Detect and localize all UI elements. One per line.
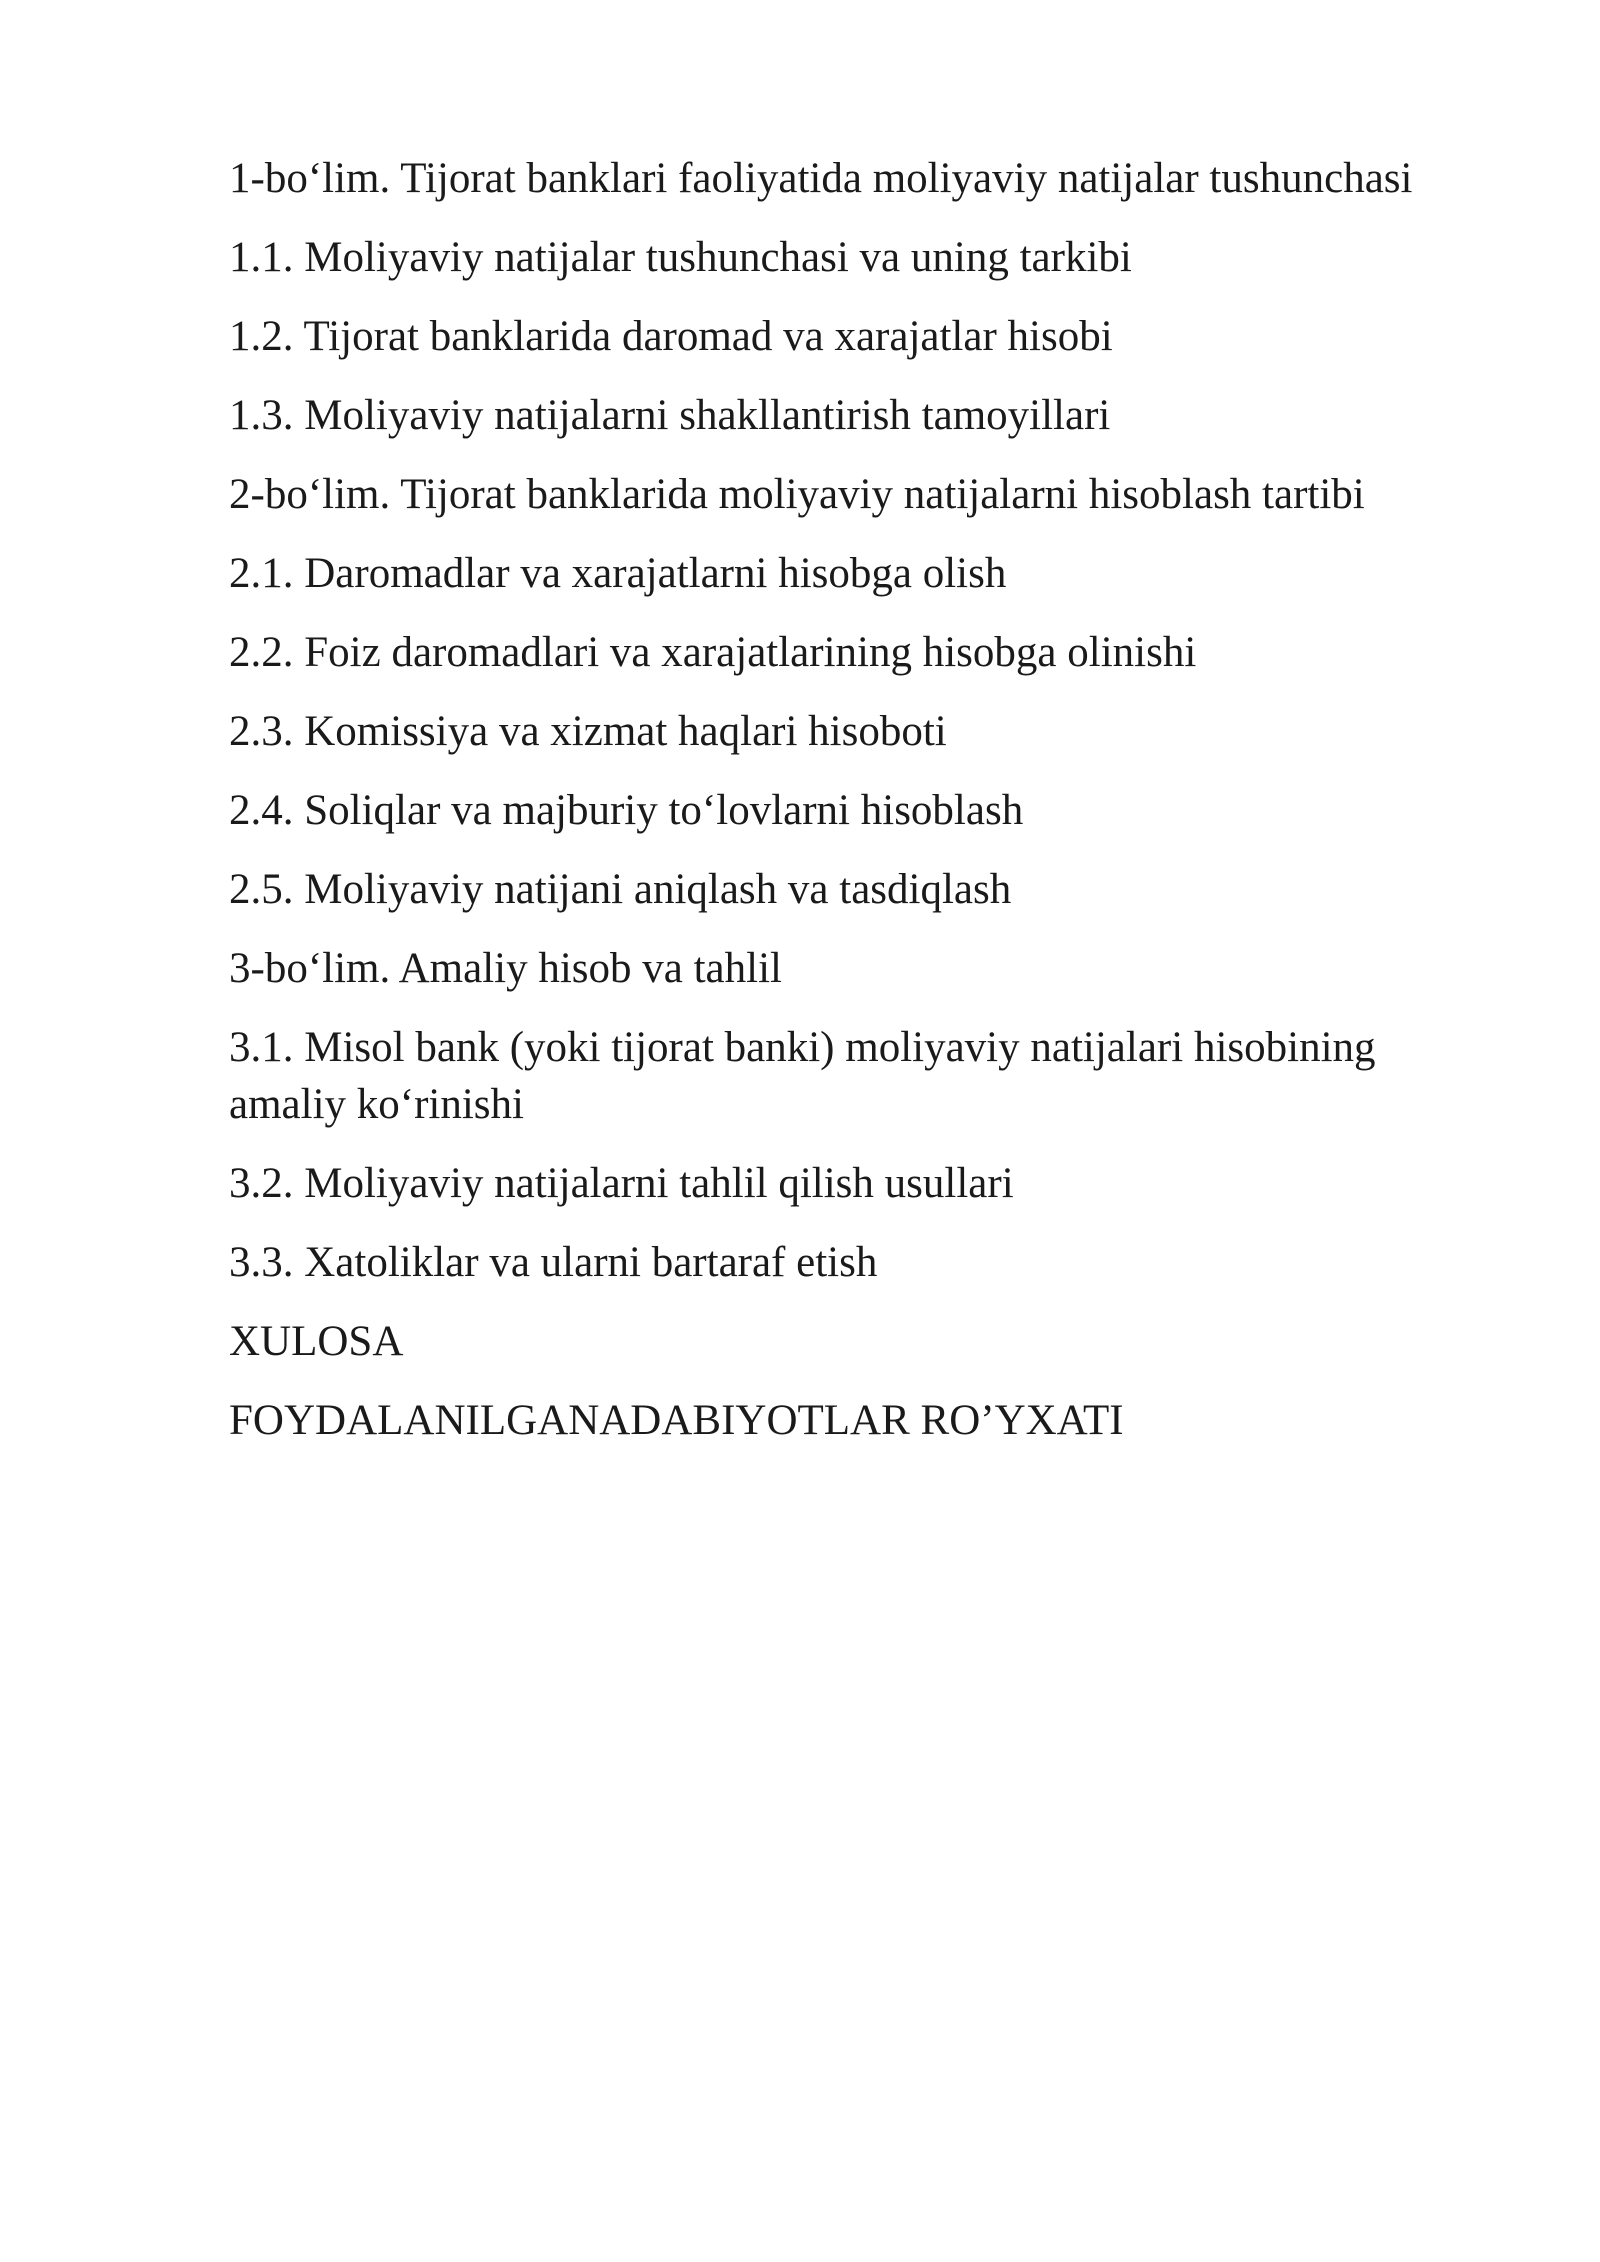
toc-section-2: 2-bo‘lim. Tijorat banklarida moliyaviy natijalarni hisoblash tartibi	[229, 471, 1365, 518]
toc-section-1: 1-bo‘lim. Tijorat banklari faoliyatida moliyaviy natijalar tushunchasi	[229, 155, 1413, 202]
table-of-contents	[229, 150, 1459, 1471]
toc-conclusion: XULOSA	[229, 1318, 404, 1365]
toc-subsection-1-1: 1.1. Moliyaviy natijalar tushunchasi va uning tarkibi	[229, 234, 1132, 281]
toc-subsection-2-4: 2.4. Soliqlar va majburiy to‘lovlarni hisoblash	[229, 787, 1024, 834]
toc-subsection-1-2: 1.2. Tijorat banklarida daromad va xarajatlar hisobi	[229, 313, 1113, 360]
toc-section-3: 3-bo‘lim. Amaliy hisob va tahlil	[229, 945, 782, 992]
toc-subsection-2-5: 2.5. Moliyaviy natijani aniqlash va tasdiqlash	[229, 866, 1012, 913]
toc-subsection-2-3: 2.3. Komissiya va xizmat haqlari hisoboti	[229, 708, 947, 755]
toc-subsection-2-1: 2.1. Daromadlar va xarajatlarni hisobga olish	[229, 550, 1007, 597]
toc-subsection-1-3: 1.3. Moliyaviy natijalarni shakllantirish tamoyillari	[229, 392, 1111, 439]
toc-subsection-3-1: 3.1. Misol bank (yoki tijorat banki) moliyaviy natijalari hisobining amaliy ko‘rinishi	[229, 1024, 1376, 1128]
toc-subsection-3-2: 3.2. Moliyaviy natijalarni tahlil qilish usullari	[229, 1160, 1014, 1207]
toc-references: FOYDALANILGANADABIYOTLAR RO’YXATI	[229, 1397, 1124, 1444]
toc-subsection-2-2: 2.2. Foiz daromadlari va xarajatlarining hisobga olinishi	[229, 629, 1197, 676]
toc-subsection-3-3: 3.3. Xatoliklar va ularni bartaraf etish	[229, 1239, 878, 1286]
